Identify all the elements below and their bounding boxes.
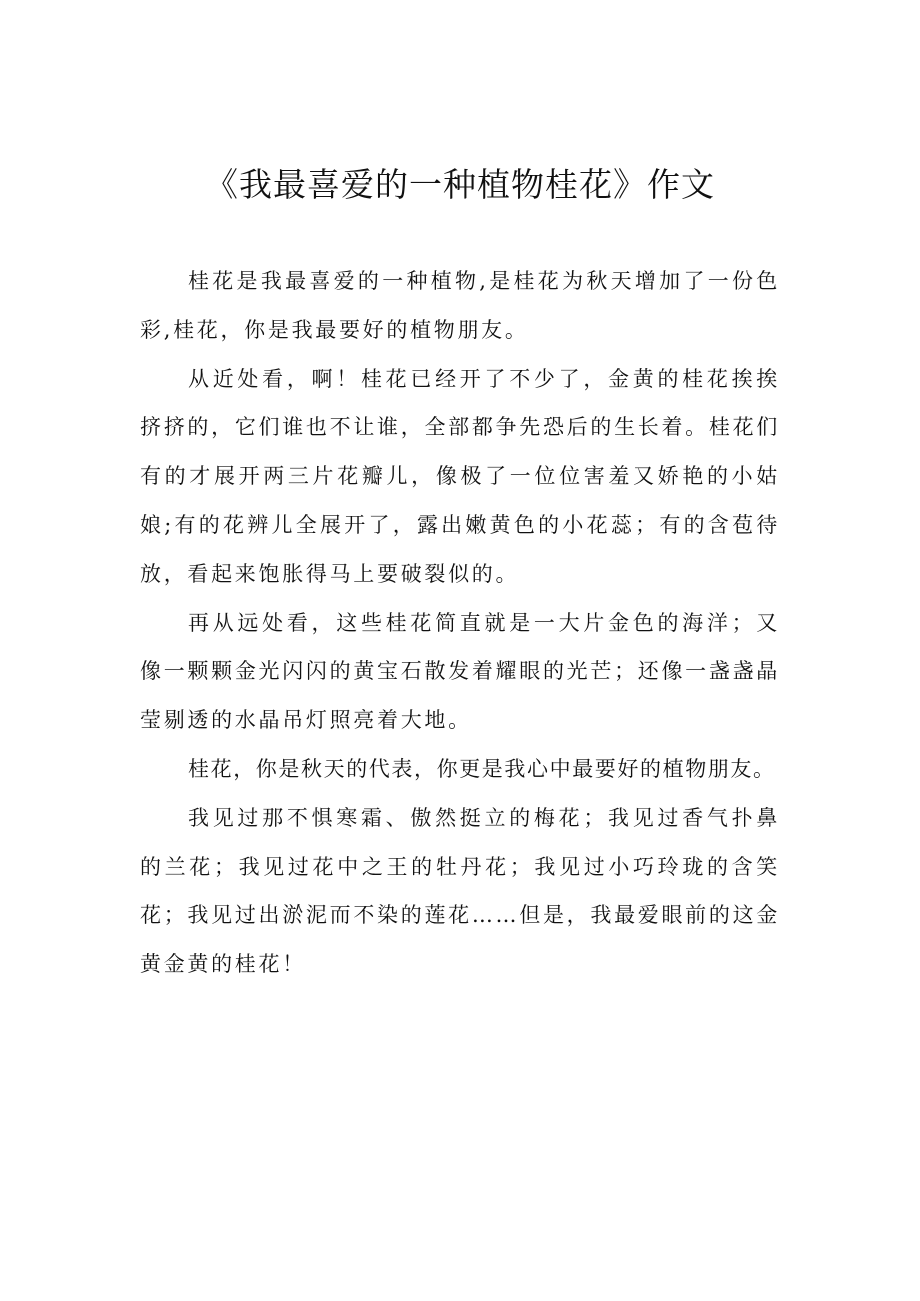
- paragraph-4: 桂花，你是秋天的代表，你更是我心中最要好的植物朋友。: [188, 756, 776, 781]
- document-title: 《我最喜爱的一种植物桂花》作文: [205, 165, 715, 204]
- paragraph-5: 我见过那不惧寒霜、傲然挺立的梅花；我见过香气扑鼻的兰花；我见过花中之王的牡丹花；我见过小巧玲珑的含笑花；我见过出淤泥而不染的莲花……但是，我最爱眼前的这金黄金黄的桂花！: [140, 805, 780, 977]
- paragraph-1: 桂花是我最喜爱的一种植物,是桂花为秋天增加了一份色彩,桂花，你是我最要好的植物朋友。: [140, 269, 780, 342]
- document-body: [140, 257, 780, 989]
- paragraph-2: 从近处看，啊！桂花已经开了不少了，金黄的桂花挨挨挤挤的，它们谁也不让谁，全部都争先恐后的生长着。桂花们有的才展开两三片花瓣儿，像极了一位位害羞又娇艳的小姑娘;有的花辨儿全展开了，露出嫩黄色的小花蕊；有的含苞待放，看起来饱胀得马上要破裂似的。: [140, 366, 780, 586]
- paragraph-3: 再从远处看，这些桂花简直就是一大片金色的海洋；又像一颗颗金光闪闪的黄宝石散发着耀眼的光芒；还像一盏盏晶莹剔透的水晶吊灯照亮着大地。: [140, 610, 780, 733]
